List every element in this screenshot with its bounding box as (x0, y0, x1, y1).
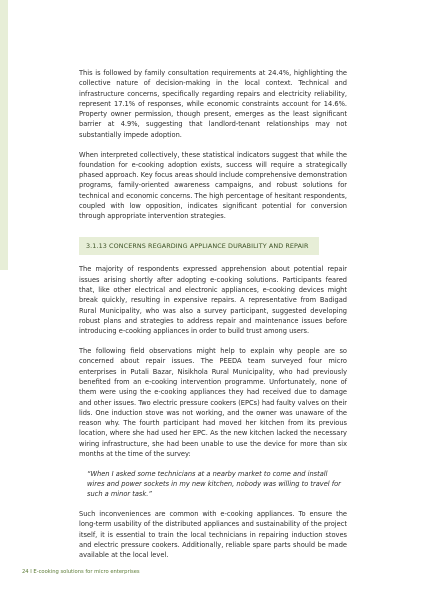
paragraph-interpretation: When interpreted collectively, these statistical indicators suggest that while the foundation for e-cooking adoption exists, success will require a strategically phased approach. Key focus areas should include comprehensive demonstration programs, family-oriented awareness campaigns, and robust solutions for technical and economic concerns. The high percentage of hesitant respondents, coupled with low opposition, indicates significant potential for conversion through appropriate intervention strategies. (79, 150, 347, 221)
paragraph-recommendations: Such inconveniences are common with e-cooking appliances. To ensure the long-term usability of the distributed appliances and sustainability of the project itself, it is essential to train the local technicians in repairing induction stoves and electric pressure cookers. Additionally, reliable spare parts should be made available at the local level. (79, 510, 347, 560)
participant-quote: “When I asked some technicians at a nearby market to come and install wires and power sockets in my new kitchen, nobody was willing to travel for such a minor task.” (87, 469, 341, 499)
section-heading: 3.1.13 CONCERNS REGARDING APPLIANCE DURABILITY AND REPAIR (79, 237, 319, 255)
page-body (79, 68, 347, 570)
paragraph-repair-concerns: The majority of respondents expressed apprehension about potential repair issues arising shortly after adopting e-cooking solutions. Participants feared that, like other electrical and electronic appliances, e-cooking devices might break quickly, resulting in expensive repairs. A representative from Badigad Rural Municipality, who was also a survey participant, suggested developing robust plans and strategies to address repair and maintenance issues before introducing e-cooking appliances in order to build trust among users. (79, 265, 347, 336)
decorative-side-bar (0, 0, 8, 270)
paragraph-barriers-summary: This is followed by family consultation requirements at 24.4%, highlighting the collective nature of decision-making in the local context. Technical and infrastructure concerns, specifically regarding repairs and electricity reliability, represent 17.1% of responses, while economic constraints account for 14.6%. Property owner permission, though present, emerges as the least significant barrier at 4.9%, suggesting that landlord-tenant relationships may not substantially impede adoption. (79, 69, 347, 139)
page-footer: 24 I E-cooking solutions for micro enterprises (22, 569, 140, 575)
paragraph-field-observations: The following field observations might help to explain why people are so concerned about repair issues. The PEEDA team surveyed four micro enterprises in Putali Bazar, Nisikhola Rural Municipality, who had previously benefited from an e-cooking intervention programme. Unfortunately, none of them were using the e-cooking appliances they had received due to damage and other issues. Two electric pressure cookers (EPCs) had faulty valves on their lids. One induction stove was not working, and the owner was unaware of the reason why. The fourth participant had moved her kitchen from its previous location, where she had used her EPC. As the new kitchen lacked the necessary wiring infrastructure, she had been unable to use the device for more than six months at the time of the survey: (79, 347, 347, 458)
